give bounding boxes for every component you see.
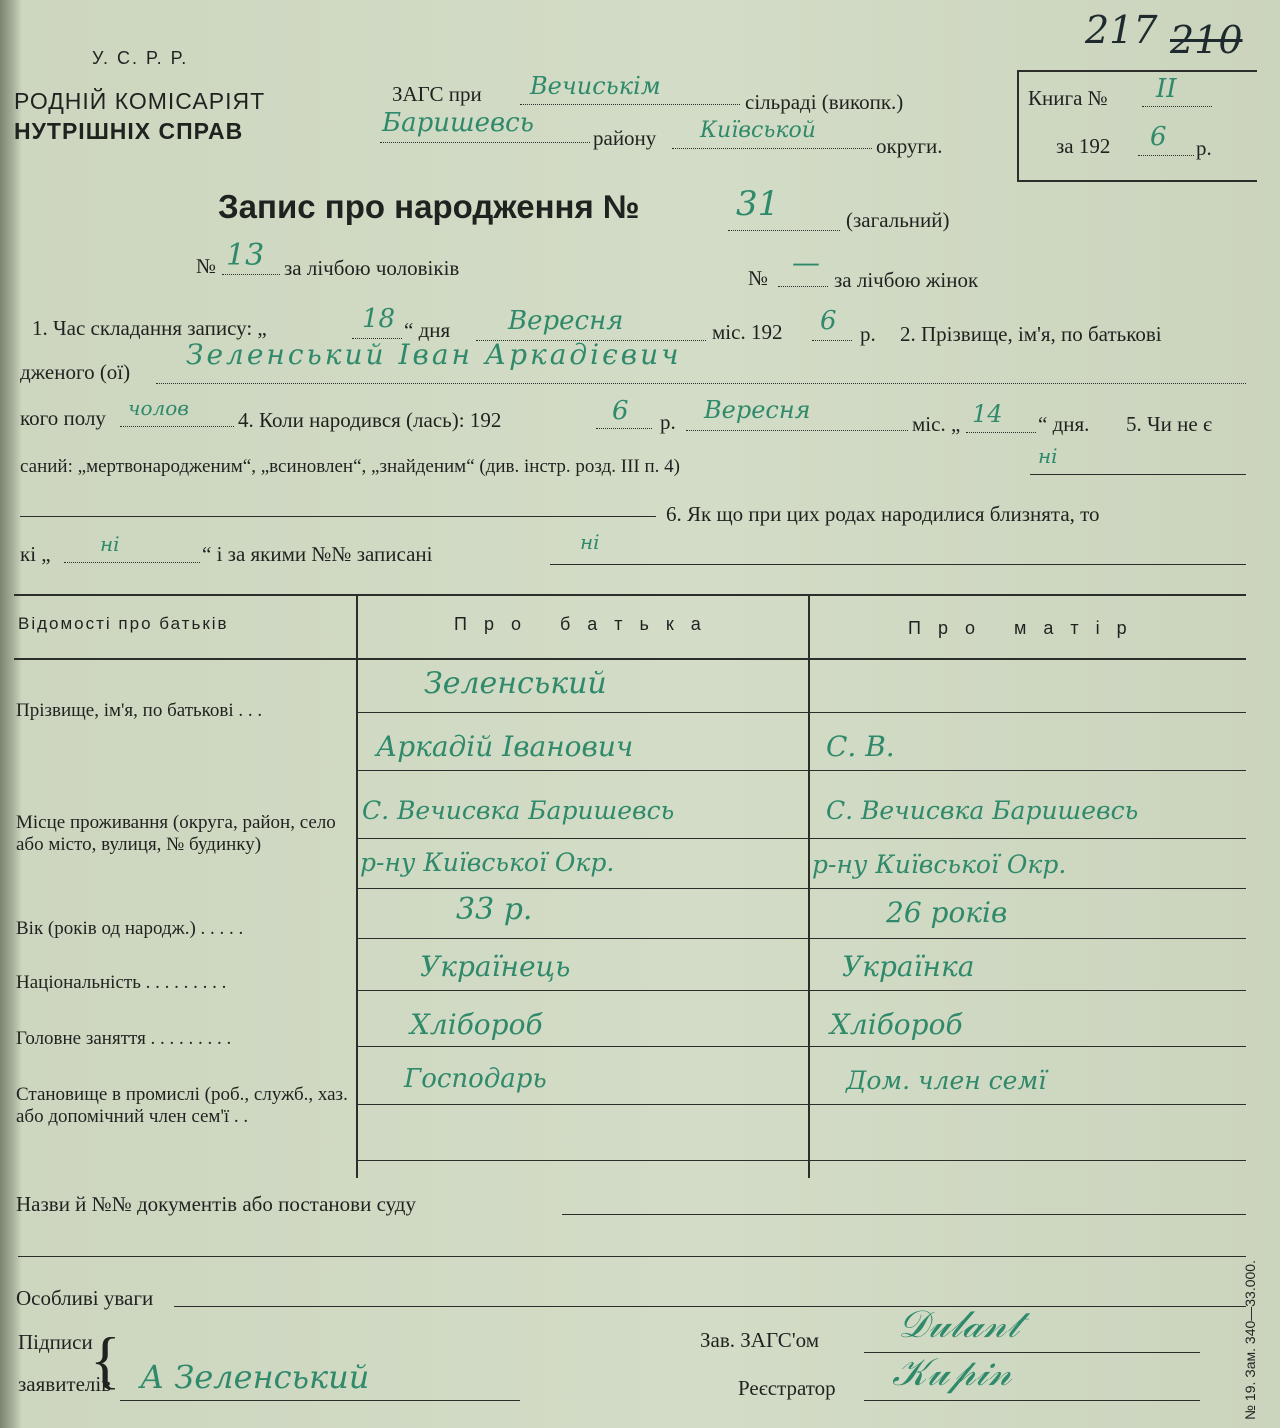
table-row-label-status: Становище в промислі (роб., служб., хаз. або допомічний член сем'ї . . <box>16 1084 348 1127</box>
documents-line-2 <box>18 1256 1246 1257</box>
table-row-line-1 <box>358 712 1246 713</box>
table-row-label-age: Вік (років од народж.) . . . . . <box>16 918 244 939</box>
title-number: 31 <box>736 184 780 224</box>
table-row-label-occupation: Головне заняття . . . . . . . . . <box>16 1028 232 1049</box>
table-row-line-2 <box>358 770 1246 771</box>
father-age: 33 р. <box>456 892 533 927</box>
field1-year-line <box>812 340 852 341</box>
field6-value-a: ні <box>100 532 120 556</box>
field4-mis: міс. „ <box>912 412 961 436</box>
table-col-divider-2 <box>808 594 810 1178</box>
district-label: району <box>593 126 657 150</box>
field6-line-a <box>64 562 200 563</box>
page-title: Запис про народження № <box>218 188 640 225</box>
table-row-line-3 <box>358 838 1246 839</box>
field4-month: Вересня <box>704 396 811 424</box>
field1-r: р. <box>860 322 876 346</box>
council-label: сільраді (викопк.) <box>745 90 904 114</box>
table-row-line-7 <box>358 1046 1246 1047</box>
table-col-divider-1 <box>356 594 358 1178</box>
zags-label: ЗАГС при <box>392 82 482 106</box>
field4-day-line <box>966 432 1036 433</box>
field1-month: Вересня <box>508 306 624 336</box>
table-row-label-residence: Місце проживання (округа, район, село або місто, вулиця, № будинку) <box>16 812 336 855</box>
signatures-brace: { <box>90 1324 121 1395</box>
field4-day-close: “ дня. <box>1038 412 1090 436</box>
okrug-label: округи. <box>876 134 943 158</box>
district-value: Баришевсь <box>382 108 534 138</box>
field4-day: 14 <box>972 400 1003 428</box>
registrar-label: Реєстратор <box>738 1376 836 1400</box>
okrug-line <box>672 148 872 149</box>
mother-status: Дом. член семї <box>846 1066 1047 1095</box>
men-no-line <box>222 274 280 275</box>
district-line <box>380 142 590 143</box>
father-status: Господарь <box>404 1064 547 1094</box>
registrar-signature: 𝒦𝓊𝓅𝒾𝓃 <box>892 1350 1012 1394</box>
field4-r: р. <box>660 410 676 434</box>
table-top-border <box>14 594 1246 596</box>
book-line <box>1142 106 1212 107</box>
father-residence-1: С. Вечисвка Баришевсь <box>362 796 675 825</box>
field3-value: чолов <box>128 396 189 420</box>
print-info: № 19. Зам. 340—33.000. <box>1242 1260 1258 1420</box>
table-row-line-4 <box>358 888 1246 889</box>
father-nationality: Українець <box>420 950 571 983</box>
field1-label: 1. Час складання запису: „ <box>32 316 267 340</box>
mother-name: С. В. <box>826 730 895 763</box>
commissariat-line1: РОДНІЙ КОМІСАРІЯТ <box>14 88 266 114</box>
father-surname: Зеленський <box>424 666 607 701</box>
field5-value: ні <box>1038 444 1058 468</box>
signatures-label-1: Підписи <box>18 1330 93 1354</box>
zags-value: Вечиськім <box>530 72 661 100</box>
book-box-left <box>1017 70 1019 180</box>
father-name: Аркадій Іванович <box>376 730 634 763</box>
field3-label: кого полу <box>20 406 106 430</box>
field6-cont-a: кі „ <box>20 542 51 566</box>
table-bottom-border <box>356 1160 1246 1161</box>
field4-label: 4. Коли народився (лась): 192 <box>238 408 502 432</box>
year-line <box>1138 155 1194 156</box>
title-suffix: (загальний) <box>846 208 950 232</box>
field2-line <box>156 383 1246 384</box>
table-col2-header: П р о б а т ь к а <box>454 614 707 634</box>
year-suffix: р. <box>1196 136 1212 160</box>
table-row-line-8 <box>358 1104 1246 1105</box>
year-label: за 192 <box>1056 134 1111 158</box>
field6-cont-b: “ і за якими №№ записані <box>202 542 433 566</box>
field1-day-close: “ дня <box>404 318 451 342</box>
book-box-bottom <box>1017 180 1257 182</box>
zags-line <box>520 104 740 105</box>
archive-number-struck: 210 <box>1170 18 1243 62</box>
men-no-label: № <box>196 254 217 278</box>
field2-label: 2. Прізвище, ім'я, по батькові <box>900 322 1162 346</box>
table-row-label-name: Прізвище, ім'я, по батькові . . . <box>16 700 263 721</box>
head-signature: 𝒟𝓊𝓁𝒶𝓃𝓉 <box>898 1302 1020 1346</box>
mother-age: 26 років <box>886 896 1008 929</box>
table-col3-header: П р о м а т і р <box>908 618 1133 638</box>
field1-year: 6 <box>820 306 837 336</box>
field4-year-line <box>596 428 652 429</box>
field5-label: 5. Чи не є <box>1126 412 1212 436</box>
women-label: за лічбою жінок <box>834 268 979 292</box>
field2-cont: дженого (ої) <box>20 360 131 384</box>
table-header-border <box>14 658 1246 660</box>
field6-blank-line <box>20 516 656 517</box>
field3-line <box>120 426 234 427</box>
field1-day: 18 <box>362 304 396 334</box>
mother-occupation: Хлібороб <box>830 1008 963 1041</box>
title-number-line <box>728 230 840 231</box>
mother-residence-1: С. Вечисвка Баришевсь <box>826 796 1139 825</box>
field1-mis: міс. 192 <box>712 320 783 344</box>
notes-line <box>174 1306 1246 1307</box>
ussr-label: У. С. Р. Р. <box>92 48 189 68</box>
registrar-signature-line <box>864 1400 1200 1401</box>
field4-year: 6 <box>612 396 629 426</box>
women-no-line <box>778 286 828 287</box>
declarant-line <box>120 1400 520 1401</box>
mother-nationality: Українка <box>842 950 975 983</box>
men-label: за лічбою чоловіків <box>284 256 460 280</box>
book-label: Книга № <box>1028 86 1108 110</box>
table-row-line-6 <box>358 990 1246 991</box>
book-box-top <box>1017 70 1257 72</box>
commissariat-line2: НУТРІШНІХ СПРАВ <box>14 118 244 144</box>
women-no-label: № <box>748 266 769 290</box>
field4-month-line <box>686 430 908 431</box>
field5-line <box>1030 474 1246 475</box>
field6-line-b <box>550 564 1246 565</box>
field6-label: 6. Як що при цих родах народилися близнята, то <box>666 502 1100 526</box>
mother-residence-2: р-ну Київської Окр. <box>812 850 1067 879</box>
field5-cont: саний: „мертвонародженим“, „всиновлен“, „знайденим“ (див. інстр. розд. III п. 4) <box>20 456 680 477</box>
head-label: Зав. ЗАГС'ом <box>700 1328 819 1352</box>
book-value: II <box>1156 74 1177 104</box>
okrug-value: Київськой <box>700 118 816 143</box>
documents-line <box>562 1214 1246 1215</box>
declarant-signature: А Зеленський <box>140 1358 370 1396</box>
table-col1-header: Відомості про батьків <box>18 614 229 633</box>
table-row-label-nationality: Національність . . . . . . . . . <box>16 972 227 993</box>
father-residence-2: р-ну Київської Окр. <box>360 848 615 877</box>
women-no-value: — <box>792 246 820 279</box>
year-value: 6 <box>1150 122 1167 152</box>
field2-value: Зеленський Іван Аркадієвич <box>186 338 682 371</box>
field6-value-b: ні <box>580 530 600 554</box>
archive-number: 217 <box>1085 8 1158 52</box>
father-occupation: Хлібороб <box>410 1008 543 1041</box>
documents-label: Назви й №№ документів або постанови суду <box>16 1192 416 1216</box>
signatures-label-2: заявителів <box>18 1372 112 1396</box>
table-row-line-5 <box>358 938 1246 939</box>
notes-label: Особливі уваги <box>16 1286 154 1310</box>
men-no-value: 13 <box>226 238 265 273</box>
